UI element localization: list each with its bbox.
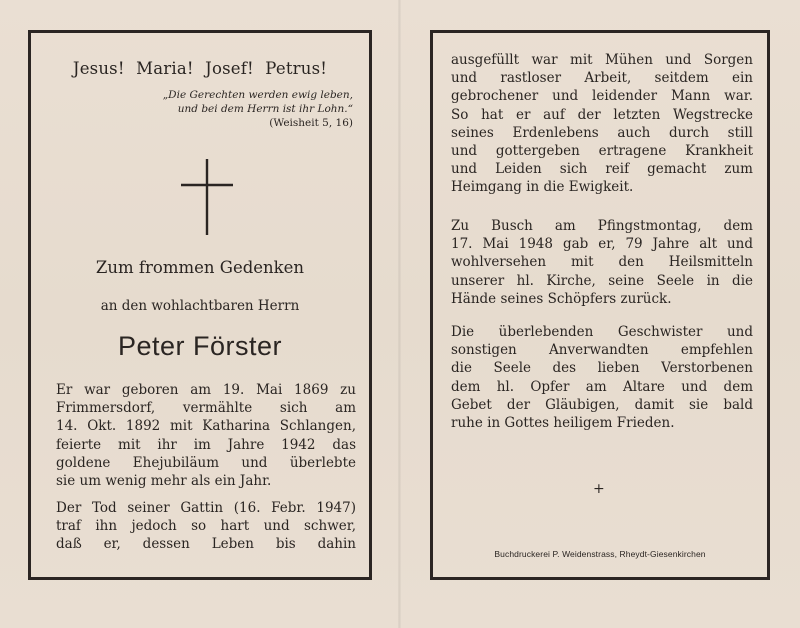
text-line: ausgefüllt war mit Mühen und Sorgen: [451, 52, 753, 68]
text-line: sonstigen Anverwandten empfehlen: [451, 342, 753, 359]
biography-paragraph-2: [56, 499, 356, 554]
text-line: und gottergeben ertragene Krankheit: [451, 143, 753, 160]
text-line: Er war geboren am 19. Mai 1869 zu: [56, 382, 356, 398]
text-line: Hände seines Schöpfers zurück.: [451, 290, 672, 307]
family-paragraph: [451, 323, 753, 432]
text-line: 17. Mai 1948 gab er, 79 Jahre alt und: [451, 236, 753, 253]
small-cross-icon: +: [593, 481, 605, 497]
text-line: und Leiden sich reif gemacht zum: [451, 161, 753, 178]
text-line: 14. Okt. 1892 mit Katharina Schlangen,: [56, 418, 356, 435]
text-line: daß er, dessen Leben bis dahin: [56, 536, 356, 553]
text-line: und rastloser Arbeit, seitdem ein: [451, 70, 753, 87]
printer-credit: Buchdruckerei P. Weidenstrass, Rheydt-Giesenkirchen: [494, 549, 706, 559]
biography-paragraph-1: [56, 381, 356, 490]
cross-icon: [179, 159, 235, 235]
death-paragraph: [451, 217, 753, 308]
right-panel: [430, 30, 770, 580]
text-line: Die überlebenden Geschwister und: [451, 324, 753, 340]
text-line: gebrochener und leidender Mann war.: [451, 88, 753, 105]
text-line: ruhe in Gottes heiligem Frieden.: [451, 415, 675, 432]
text-line: Frimmersdorf, vermählte sich am: [56, 400, 356, 417]
text-line: feierte mit ihr im Jahre 1942 das: [56, 436, 356, 453]
honorific-line: an den wohlachtbaren Herrn: [100, 298, 300, 314]
text-line: Gebet der Gläubigen, damit sie bald: [451, 396, 753, 413]
text-line: unserer hl. Kirche, seine Seele in die: [451, 272, 753, 289]
text-line: Heimgang in die Ewigkeit.: [451, 179, 634, 196]
memorial-title: Zum frommen Gedenken: [95, 258, 305, 277]
text-line: wohlversehen mit den Heilsmitteln: [451, 254, 753, 271]
text-line: seines Erdenlebens auch durch still: [451, 124, 753, 141]
quote-line-1: „Die Gerechten werden ewig leben,: [162, 89, 353, 101]
text-line: die Seele des lieben Verstorbenen: [451, 360, 753, 377]
quote-reference: (Weisheit 5, 16): [269, 117, 353, 129]
text-line: sie um wenig mehr als ein Jahr.: [56, 473, 272, 490]
center-fold: [398, 0, 401, 628]
text-line: So hat er auf der letzten Wegstrecke: [451, 106, 753, 123]
biography-paragraph-3: [451, 51, 753, 197]
left-panel: [28, 30, 372, 580]
scripture-quote: [163, 88, 353, 130]
text-line: Zu Busch am Pfingstmontag, dem: [451, 218, 753, 234]
text-line: Der Tod seiner Gattin (16. Febr. 1947): [56, 500, 356, 516]
invocation-header: Jesus! Maria! Josef! Petrus!: [72, 59, 328, 78]
quote-line-2: und bei dem Herrn ist ihr Lohn.“: [177, 103, 353, 115]
text-line: goldene Ehejubiläum und überlebte: [56, 454, 356, 471]
deceased-name: Peter Förster: [117, 331, 283, 361]
text-line: dem hl. Opfer am Altare und dem: [451, 378, 753, 395]
text-line: traf ihn jedoch so hart und schwer,: [56, 518, 356, 535]
